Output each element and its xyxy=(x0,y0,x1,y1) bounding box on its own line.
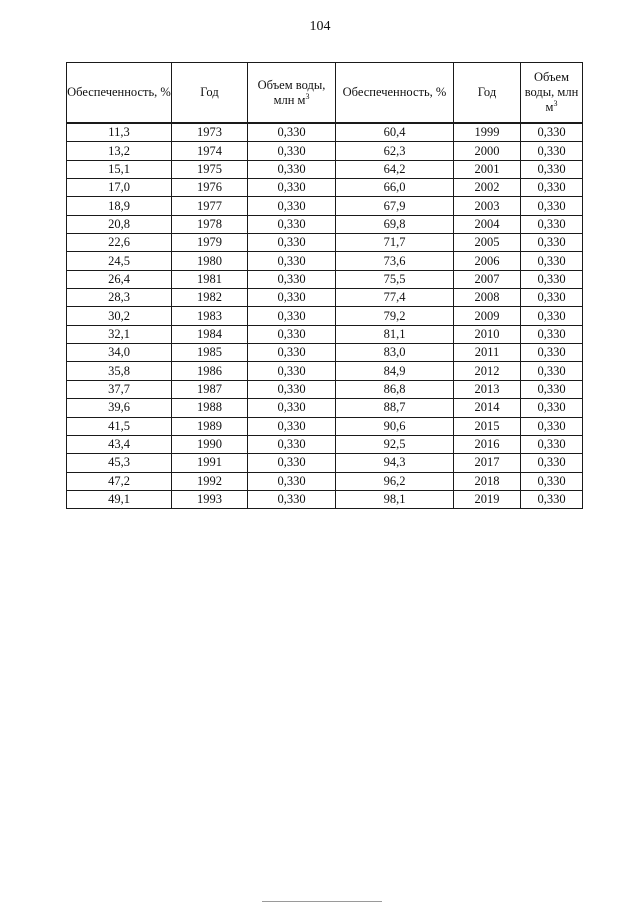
table-row xyxy=(67,344,583,362)
cell-water-volume: 0,330 xyxy=(248,380,336,398)
cell-provision-percent: 20,8 xyxy=(67,215,172,233)
cell-provision-percent: 11,3 xyxy=(67,123,172,142)
cell-year: 2011 xyxy=(454,344,521,362)
cell-year: 1974 xyxy=(172,142,248,160)
header-label: Обеспеченность, % xyxy=(67,85,171,99)
cell-provision-percent: 45,3 xyxy=(67,454,172,472)
table-row xyxy=(67,160,583,178)
cell-year: 1999 xyxy=(454,123,521,142)
cell-provision-percent: 18,9 xyxy=(67,197,172,215)
cell-year: 2012 xyxy=(454,362,521,380)
cell-water-volume: 0,330 xyxy=(521,325,583,343)
cell-year: 2003 xyxy=(454,197,521,215)
table-row xyxy=(67,490,583,508)
header-label: Год xyxy=(200,85,219,99)
cell-water-volume: 0,330 xyxy=(248,252,336,270)
cell-year: 2004 xyxy=(454,215,521,233)
table-row xyxy=(67,307,583,325)
water-supply-table xyxy=(66,62,583,509)
cell-provision-percent: 79,2 xyxy=(336,307,454,325)
cell-water-volume: 0,330 xyxy=(521,435,583,453)
cell-water-volume: 0,330 xyxy=(521,454,583,472)
cell-year: 1975 xyxy=(172,160,248,178)
header-row xyxy=(67,63,583,124)
table-row xyxy=(67,380,583,398)
cell-provision-percent: 90,6 xyxy=(336,417,454,435)
header-label: Объем воды, млн м xyxy=(524,70,579,114)
cell-year: 1987 xyxy=(172,380,248,398)
table-row xyxy=(67,179,583,197)
cell-water-volume: 0,330 xyxy=(248,215,336,233)
cell-water-volume: 0,330 xyxy=(248,362,336,380)
cell-provision-percent: 37,7 xyxy=(67,380,172,398)
cell-water-volume: 0,330 xyxy=(521,490,583,508)
cell-provision-percent: 69,8 xyxy=(336,215,454,233)
cell-year: 1986 xyxy=(172,362,248,380)
table-row xyxy=(67,399,583,417)
cell-water-volume: 0,330 xyxy=(521,399,583,417)
cell-provision-percent: 32,1 xyxy=(67,325,172,343)
cell-water-volume: 0,330 xyxy=(521,417,583,435)
cell-provision-percent: 62,3 xyxy=(336,142,454,160)
cell-water-volume: 0,330 xyxy=(521,344,583,362)
cell-water-volume: 0,330 xyxy=(521,472,583,490)
table-row xyxy=(67,289,583,307)
cell-water-volume: 0,330 xyxy=(248,454,336,472)
cell-water-volume: 0,330 xyxy=(521,197,583,215)
cell-year: 2016 xyxy=(454,435,521,453)
cell-year: 1979 xyxy=(172,234,248,252)
cell-provision-percent: 26,4 xyxy=(67,270,172,288)
cell-water-volume: 0,330 xyxy=(248,123,336,142)
table-row xyxy=(67,234,583,252)
cell-year: 1992 xyxy=(172,472,248,490)
cell-year: 2000 xyxy=(454,142,521,160)
cell-year: 1985 xyxy=(172,344,248,362)
cell-water-volume: 0,330 xyxy=(521,307,583,325)
header-provision-percent-left xyxy=(67,63,172,124)
cell-water-volume: 0,330 xyxy=(248,160,336,178)
table-row xyxy=(67,123,583,142)
cell-year: 1976 xyxy=(172,179,248,197)
cell-year: 1991 xyxy=(172,454,248,472)
cell-provision-percent: 47,2 xyxy=(67,472,172,490)
cell-water-volume: 0,330 xyxy=(248,270,336,288)
cell-year: 2007 xyxy=(454,270,521,288)
cell-year: 1982 xyxy=(172,289,248,307)
cell-water-volume: 0,330 xyxy=(248,417,336,435)
cell-provision-percent: 17,0 xyxy=(67,179,172,197)
cell-water-volume: 0,330 xyxy=(521,215,583,233)
cell-year: 2014 xyxy=(454,399,521,417)
header-year-right xyxy=(454,63,521,124)
header-superscript: 3 xyxy=(305,91,310,101)
cell-provision-percent: 67,9 xyxy=(336,197,454,215)
cell-year: 2015 xyxy=(454,417,521,435)
cell-provision-percent: 96,2 xyxy=(336,472,454,490)
header-label: Обеспеченность, % xyxy=(342,85,447,99)
cell-year: 1978 xyxy=(172,215,248,233)
cell-water-volume: 0,330 xyxy=(248,179,336,197)
cell-water-volume: 0,330 xyxy=(521,380,583,398)
cell-year: 2008 xyxy=(454,289,521,307)
cell-provision-percent: 88,7 xyxy=(336,399,454,417)
cell-provision-percent: 86,8 xyxy=(336,380,454,398)
cell-year: 2006 xyxy=(454,252,521,270)
cell-provision-percent: 83,0 xyxy=(336,344,454,362)
cell-provision-percent: 98,1 xyxy=(336,490,454,508)
header-label: Год xyxy=(477,85,497,99)
table-row xyxy=(67,362,583,380)
cell-water-volume: 0,330 xyxy=(521,234,583,252)
cell-provision-percent: 24,5 xyxy=(67,252,172,270)
cell-year: 1984 xyxy=(172,325,248,343)
header-provision-percent-right xyxy=(336,63,454,124)
cell-provision-percent: 94,3 xyxy=(336,454,454,472)
table-row xyxy=(67,472,583,490)
cell-water-volume: 0,330 xyxy=(248,307,336,325)
cell-provision-percent: 92,5 xyxy=(336,435,454,453)
cell-water-volume: 0,330 xyxy=(521,179,583,197)
cell-year: 1989 xyxy=(172,417,248,435)
cell-water-volume: 0,330 xyxy=(248,197,336,215)
header-label: Объем воды, млн м xyxy=(257,77,326,107)
cell-water-volume: 0,330 xyxy=(248,435,336,453)
cell-year: 2013 xyxy=(454,380,521,398)
cell-provision-percent: 34,0 xyxy=(67,344,172,362)
cell-water-volume: 0,330 xyxy=(248,399,336,417)
table-row xyxy=(67,435,583,453)
table-row xyxy=(67,270,583,288)
table-body xyxy=(67,123,583,509)
cell-water-volume: 0,330 xyxy=(248,472,336,490)
cell-provision-percent: 39,6 xyxy=(67,399,172,417)
cell-year: 2010 xyxy=(454,325,521,343)
cell-water-volume: 0,330 xyxy=(248,142,336,160)
header-year-left xyxy=(172,63,248,124)
cell-year: 1980 xyxy=(172,252,248,270)
cell-year: 2009 xyxy=(454,307,521,325)
table-row xyxy=(67,197,583,215)
cell-provision-percent: 30,2 xyxy=(67,307,172,325)
header-superscript: 3 xyxy=(553,98,558,108)
cell-water-volume: 0,330 xyxy=(248,234,336,252)
cell-year: 1993 xyxy=(172,490,248,508)
table-row xyxy=(67,417,583,435)
cell-year: 1990 xyxy=(172,435,248,453)
cell-year: 2017 xyxy=(454,454,521,472)
cell-water-volume: 0,330 xyxy=(248,344,336,362)
cell-water-volume: 0,330 xyxy=(521,160,583,178)
cell-water-volume: 0,330 xyxy=(521,252,583,270)
cell-provision-percent: 77,4 xyxy=(336,289,454,307)
bottom-rule xyxy=(262,901,382,902)
table-row xyxy=(67,215,583,233)
cell-year: 2001 xyxy=(454,160,521,178)
cell-provision-percent: 41,5 xyxy=(67,417,172,435)
cell-year: 1977 xyxy=(172,197,248,215)
cell-year: 1988 xyxy=(172,399,248,417)
cell-water-volume: 0,330 xyxy=(521,142,583,160)
cell-provision-percent: 35,8 xyxy=(67,362,172,380)
table-row xyxy=(67,142,583,160)
page-number: 104 xyxy=(309,19,331,34)
cell-provision-percent: 66,0 xyxy=(336,179,454,197)
cell-water-volume: 0,330 xyxy=(248,325,336,343)
header-water-volume-right xyxy=(521,63,583,124)
cell-provision-percent: 49,1 xyxy=(67,490,172,508)
table-row xyxy=(67,252,583,270)
header-water-volume-left xyxy=(248,63,336,124)
cell-year: 1983 xyxy=(172,307,248,325)
cell-provision-percent: 60,4 xyxy=(336,123,454,142)
cell-year: 1973 xyxy=(172,123,248,142)
cell-provision-percent: 43,4 xyxy=(67,435,172,453)
table-row xyxy=(67,325,583,343)
table-row xyxy=(67,454,583,472)
cell-water-volume: 0,330 xyxy=(521,123,583,142)
cell-provision-percent: 15,1 xyxy=(67,160,172,178)
cell-water-volume: 0,330 xyxy=(521,270,583,288)
cell-water-volume: 0,330 xyxy=(521,289,583,307)
cell-year: 2019 xyxy=(454,490,521,508)
cell-water-volume: 0,330 xyxy=(248,289,336,307)
cell-provision-percent: 64,2 xyxy=(336,160,454,178)
cell-provision-percent: 75,5 xyxy=(336,270,454,288)
cell-provision-percent: 13,2 xyxy=(67,142,172,160)
cell-provision-percent: 81,1 xyxy=(336,325,454,343)
cell-provision-percent: 71,7 xyxy=(336,234,454,252)
cell-year: 1981 xyxy=(172,270,248,288)
cell-provision-percent: 73,6 xyxy=(336,252,454,270)
cell-water-volume: 0,330 xyxy=(248,490,336,508)
table-header xyxy=(67,63,583,124)
cell-provision-percent: 22,6 xyxy=(67,234,172,252)
cell-water-volume: 0,330 xyxy=(521,362,583,380)
cell-year: 2018 xyxy=(454,472,521,490)
cell-year: 2002 xyxy=(454,179,521,197)
cell-provision-percent: 28,3 xyxy=(67,289,172,307)
cell-provision-percent: 84,9 xyxy=(336,362,454,380)
cell-year: 2005 xyxy=(454,234,521,252)
